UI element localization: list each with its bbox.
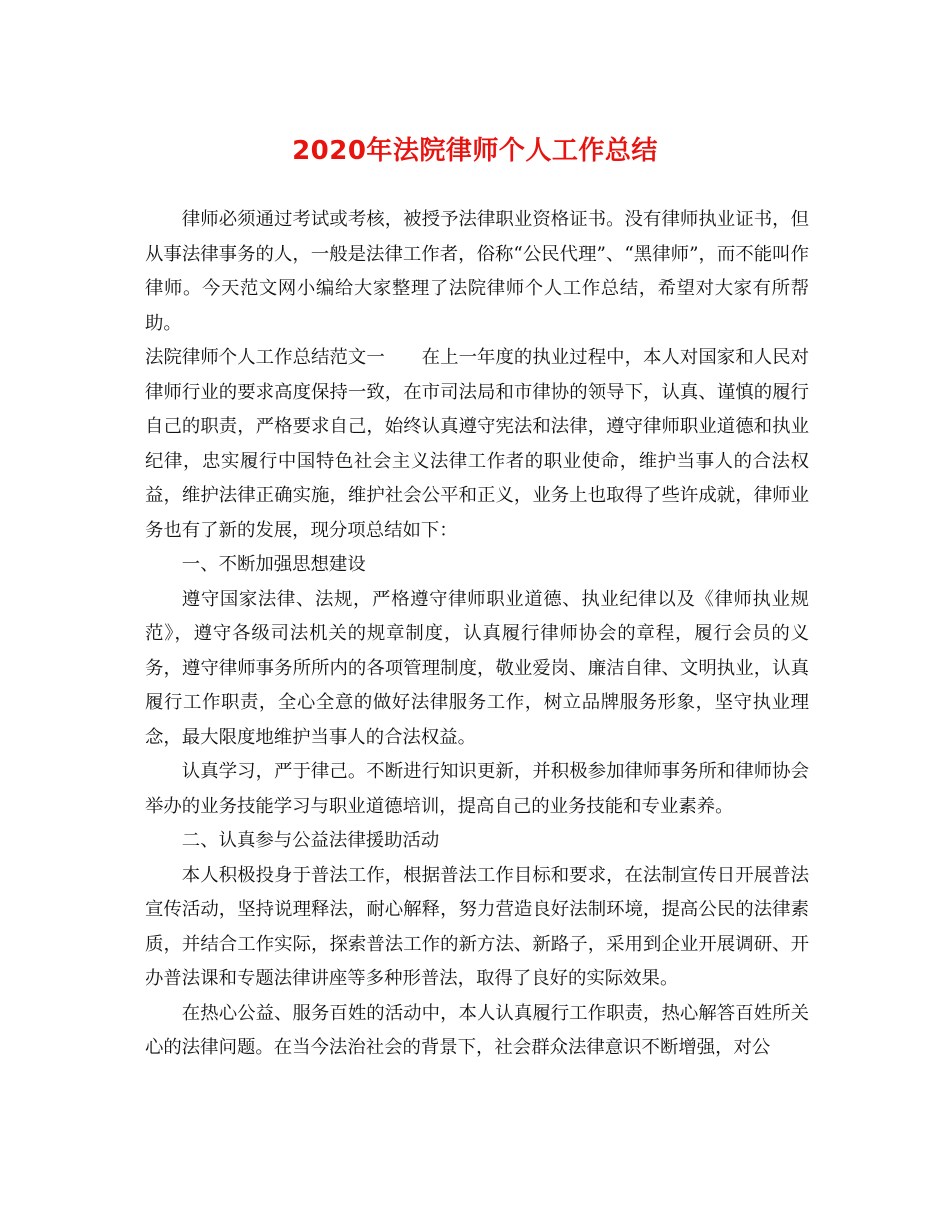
- section-heading-legal-aid: 二、认真参与公益法律援助活动: [181, 830, 440, 851]
- paragraph-legal-education: 本人积极投身于普法工作，根据普法工作目标和要求，在法制宣传日开展普法宣传活动，坚持说理释法，耐心解释，努力营造良好法制环境，提高公民的法律素质，并结合工作实际，探索普法工作的新方法、新路子，采用到企业开展调研、开办普法课和专题法律讲座等多种形普法，取得了良好的实际效果。: [145, 864, 809, 989]
- section-heading-ideology: 一、不断加强思想建设: [181, 554, 366, 575]
- paragraph-study: 认真学习，严于律己。不断进行知识更新，并积极参加律师事务所和律师协会举办的业务技能学习与职业道德培训，提高自己的业务技能和专业素养。: [145, 761, 809, 817]
- document-title: 2020年法院律师个人工作总结: [292, 136, 658, 166]
- paragraph-public-service: 在热心公益、服务百姓的活动中，本人认真履行工作职责，热心解答百姓所关心的法律问题。在当今法治社会的背景下，社会群众法律意识不断增强，对公: [145, 1002, 809, 1058]
- document-body: [145, 203, 809, 1066]
- paragraph-ideology: 遵守国家法律、法规，严格遵守律师职业道德、执业纪律以及《律师执业规范》，遵守各级司法机关的规章制度，认真履行律师协会的章程，履行会员的义务，遵守律师事务所所内的各项管理制度，敬业爱岗、廉洁自律、文明执业，认真履行工作职责，全心全意的做好法律服务工作，树立品牌服务形象，坚守执业理念，最大限度地维护当事人的合法权益。: [145, 588, 809, 748]
- paragraph-intro: 律师必须通过考试或考核，被授予法律职业资格证书。没有律师执业证书，但从事法律事务的人，一般是法律工作者，俗称“公民代理”、“黑律师”，而不能叫作律师。今天范文网小编给大家整理了法院律师个人工作总结，希望对大家有所帮助。: [145, 209, 809, 334]
- paragraph-sample-one-opening: 法院律师个人工作总结范文一 在上一年度的执业过程中，本人对国家和人民对律师行业的要求高度保持一致，在市司法局和市律协的领导下，认真、谨慎的履行自己的职责，严格要求自己，始终认真遵守宪法和法律，遵守律师职业道德和执业纪律，忠实履行中国特色社会主义法律工作者的职业使命，维护当事人的合法权益，维护法律正确实施，维护社会公平和正义，业务上也取得了些许成就，律师业务也有了新的发展，现分项总结如下：: [145, 347, 809, 541]
